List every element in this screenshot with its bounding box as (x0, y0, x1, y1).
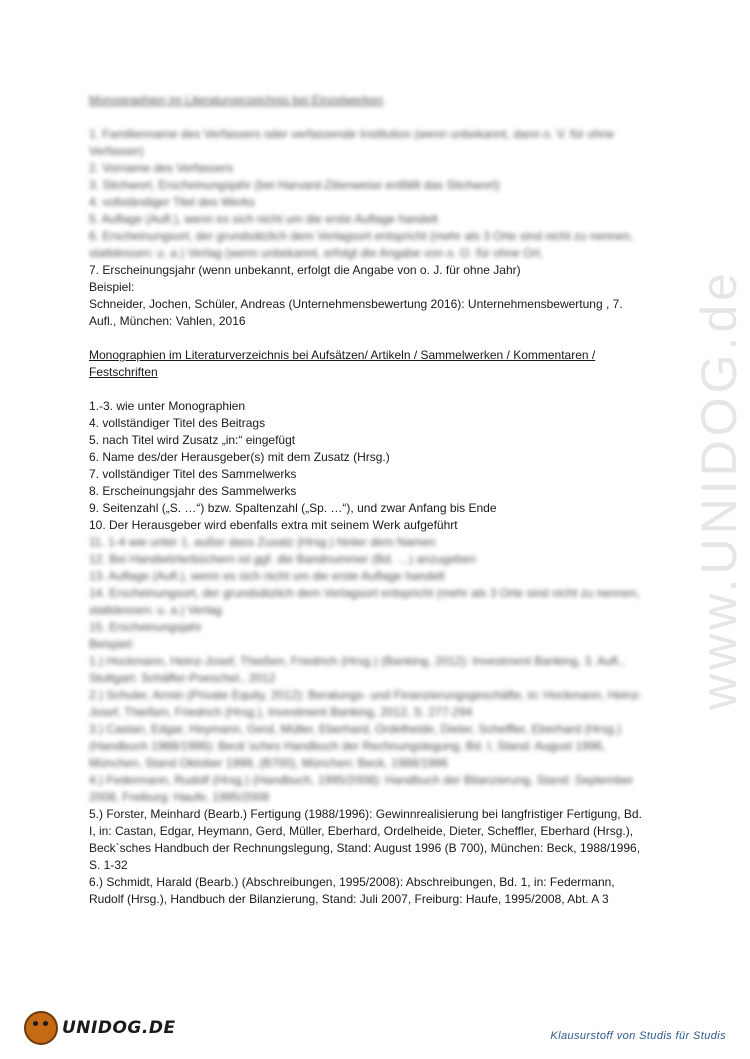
blurred-item: 2.) Schuler, Armin (Private Equity, 2012): Beratungs- und Finanzierungsgeschäfte, in: Hockmann, Heinz-Josef, Thießen, Friedrich (Hrsg.), Investment Banking, 2012, S. 277-294 (89, 688, 643, 719)
blurred-item: 12. Bei Handwörterbüchern ist ggf. die Bandnummer (Bd. …) anzugeben (89, 552, 476, 566)
blurred-item: 1. Familienname des Verfassers oder verfassende Institution (wenn unbekannt, dann o. V. für ohne Verfasser) (89, 127, 615, 158)
list-item: 9. Seitenzahl („S. …“) bzw. Spaltenzahl („Sp. …“), und zwar Anfang bis Ende (89, 501, 497, 515)
list-item: 7. vollständiger Titel des Sammelwerks (89, 467, 297, 481)
logo-text: UNIDOG.DE (62, 1018, 176, 1038)
example-citation: 5.) Forster, Meinhard (Bearb.) Fertigung (1988/1996): Gewinnrealisierung bei langfristiger Fertigung, Bd. I, in: Castan, Edgar, Heymann, Gerd, Müller, Eberhard, Ordelheide, Dieter, Scheffler, Eberhard (Hrsg.), Beck`sches Handbuch der Rechnungslegung, Stand: August 1996 (B 700), München: Beck, 1988/1996, S. 1-32 (89, 807, 642, 872)
watermark: www.UNIDOG.de (691, 269, 747, 710)
list-item: 1.-3. wie unter Monographien (89, 399, 246, 413)
example-citation: 6.) Schmidt, Harald (Bearb.) (Abschreibungen, 1995/2008): Abschreibungen, Bd. 1, in: Federmann, Rudolf (Hrsg.), Handbuch der Bilanzierung, Stand: Juli 2007, Freiburg: Haufe, 1995/2008, Abt. A 3 (89, 875, 615, 906)
example-citation: Schneider, Jochen, Schüler, Andreas (Unternehmensbewertung 2016): Unternehmensbewertung , 7. Aufl., München: Vahlen, 2016 (89, 297, 623, 328)
blurred-item: 5. Auflage (Aufl.), wenn es sich nicht um die erste Auflage handelt (89, 212, 438, 226)
blurred-item: 1.) Hockmann, Heinz-Josef, Thießen, Friedrich (Hrsg.) (Banking, 2012): Investment Banking, 3. Aufl., Stuttgart: Schäffer-Poeschel., 2012 (89, 654, 625, 685)
blurred-item: 14. Erscheinungsort, der grundsätzlich dem Verlagsort entspricht (mehr als 3 Orte sind nicht zu nennen, stattdessen: u. a.) Verlag (89, 586, 640, 617)
list-item: 7. Erscheinungsjahr (wenn unbekannt, erfolgt die Angabe von o. J. für ohne Jahr) (89, 263, 521, 277)
footer-tagline: Klausurstoff von Studis für Studis (550, 1030, 726, 1042)
blurred-item: 15. Erscheinungsjahr (89, 620, 202, 634)
section-heading-einzelwerke: Monographien im Literaturverzeichnis bei Einzelwerken (89, 93, 384, 107)
list-item: 8. Erscheinungsjahr des Sammelwerks (89, 484, 297, 498)
blurred-item: 4.) Federmann, Rudolf (Hrsg.) (Handbuch, 1995/2008): Handbuch der Bilanzierung, Stand: September 2008, Freiburg: Haufe, 1995/2008 (89, 773, 634, 804)
list-item: 4. vollständiger Titel des Beitrags (89, 416, 266, 430)
blurred-item: 11. 1-4 wie unter 1, außer dass Zusatz (Hrsg.) hinter dem Namen (89, 535, 436, 549)
list-item: 6. Name des/der Herausgeber(s) mit dem Zusatz (Hrsg.) (89, 450, 390, 464)
list-item: 10. Der Herausgeber wird ebenfalls extra mit seinem Werk aufgeführt (89, 518, 458, 532)
dog-icon (24, 1011, 58, 1045)
list-item: 5. nach Titel wird Zusatz „in:“ eingefügt (89, 433, 296, 447)
document-body (89, 92, 649, 908)
blurred-item: 3. Stichwort, Erscheinungsjahr (bei Harvard-Zitierweise entfällt das Stichwort) (89, 178, 500, 192)
blurred-item: 2. Vorname des Verfassers (89, 161, 234, 175)
blurred-item: 3.) Castan, Edgar, Heymann, Gerd, Müller, Eberhard, Ordelheide, Dieter, Scheffler, Eberhard (Hrsg.) (Handbuch 1988/1996): Beck´sches Handbuch der Rechnungslegung, Bd. I, Stand: August 1996, München, Stand Oktober 1999, (B700), München: Beck, 1988/1996 (89, 722, 622, 770)
section-heading-aufsaetze: Monographien im Literaturverzeichnis bei Aufsätzen/ Artikeln / Sammelwerken / Kommentaren / Festschriften (89, 348, 596, 379)
blurred-item: Beispiel: (89, 637, 135, 651)
unidog-logo[interactable] (24, 1010, 176, 1046)
example-label: Beispiel: (89, 280, 135, 294)
blurred-item: 4. vollständiger Titel des Werks (89, 195, 255, 209)
blurred-item: 6. Erscheinungsort, der grundsätzlich dem Verlagsort entspricht (mehr als 3 Orte sind nicht zu nennen, stattdessen: u. a.) Verlag (wenn unbekannt, erfolgt die Angabe von o. O. für ohne Ort. (89, 229, 634, 260)
blurred-item: 13. Auflage (Aufl.), wenn es sich nicht um die erste Auflage handelt (89, 569, 445, 583)
